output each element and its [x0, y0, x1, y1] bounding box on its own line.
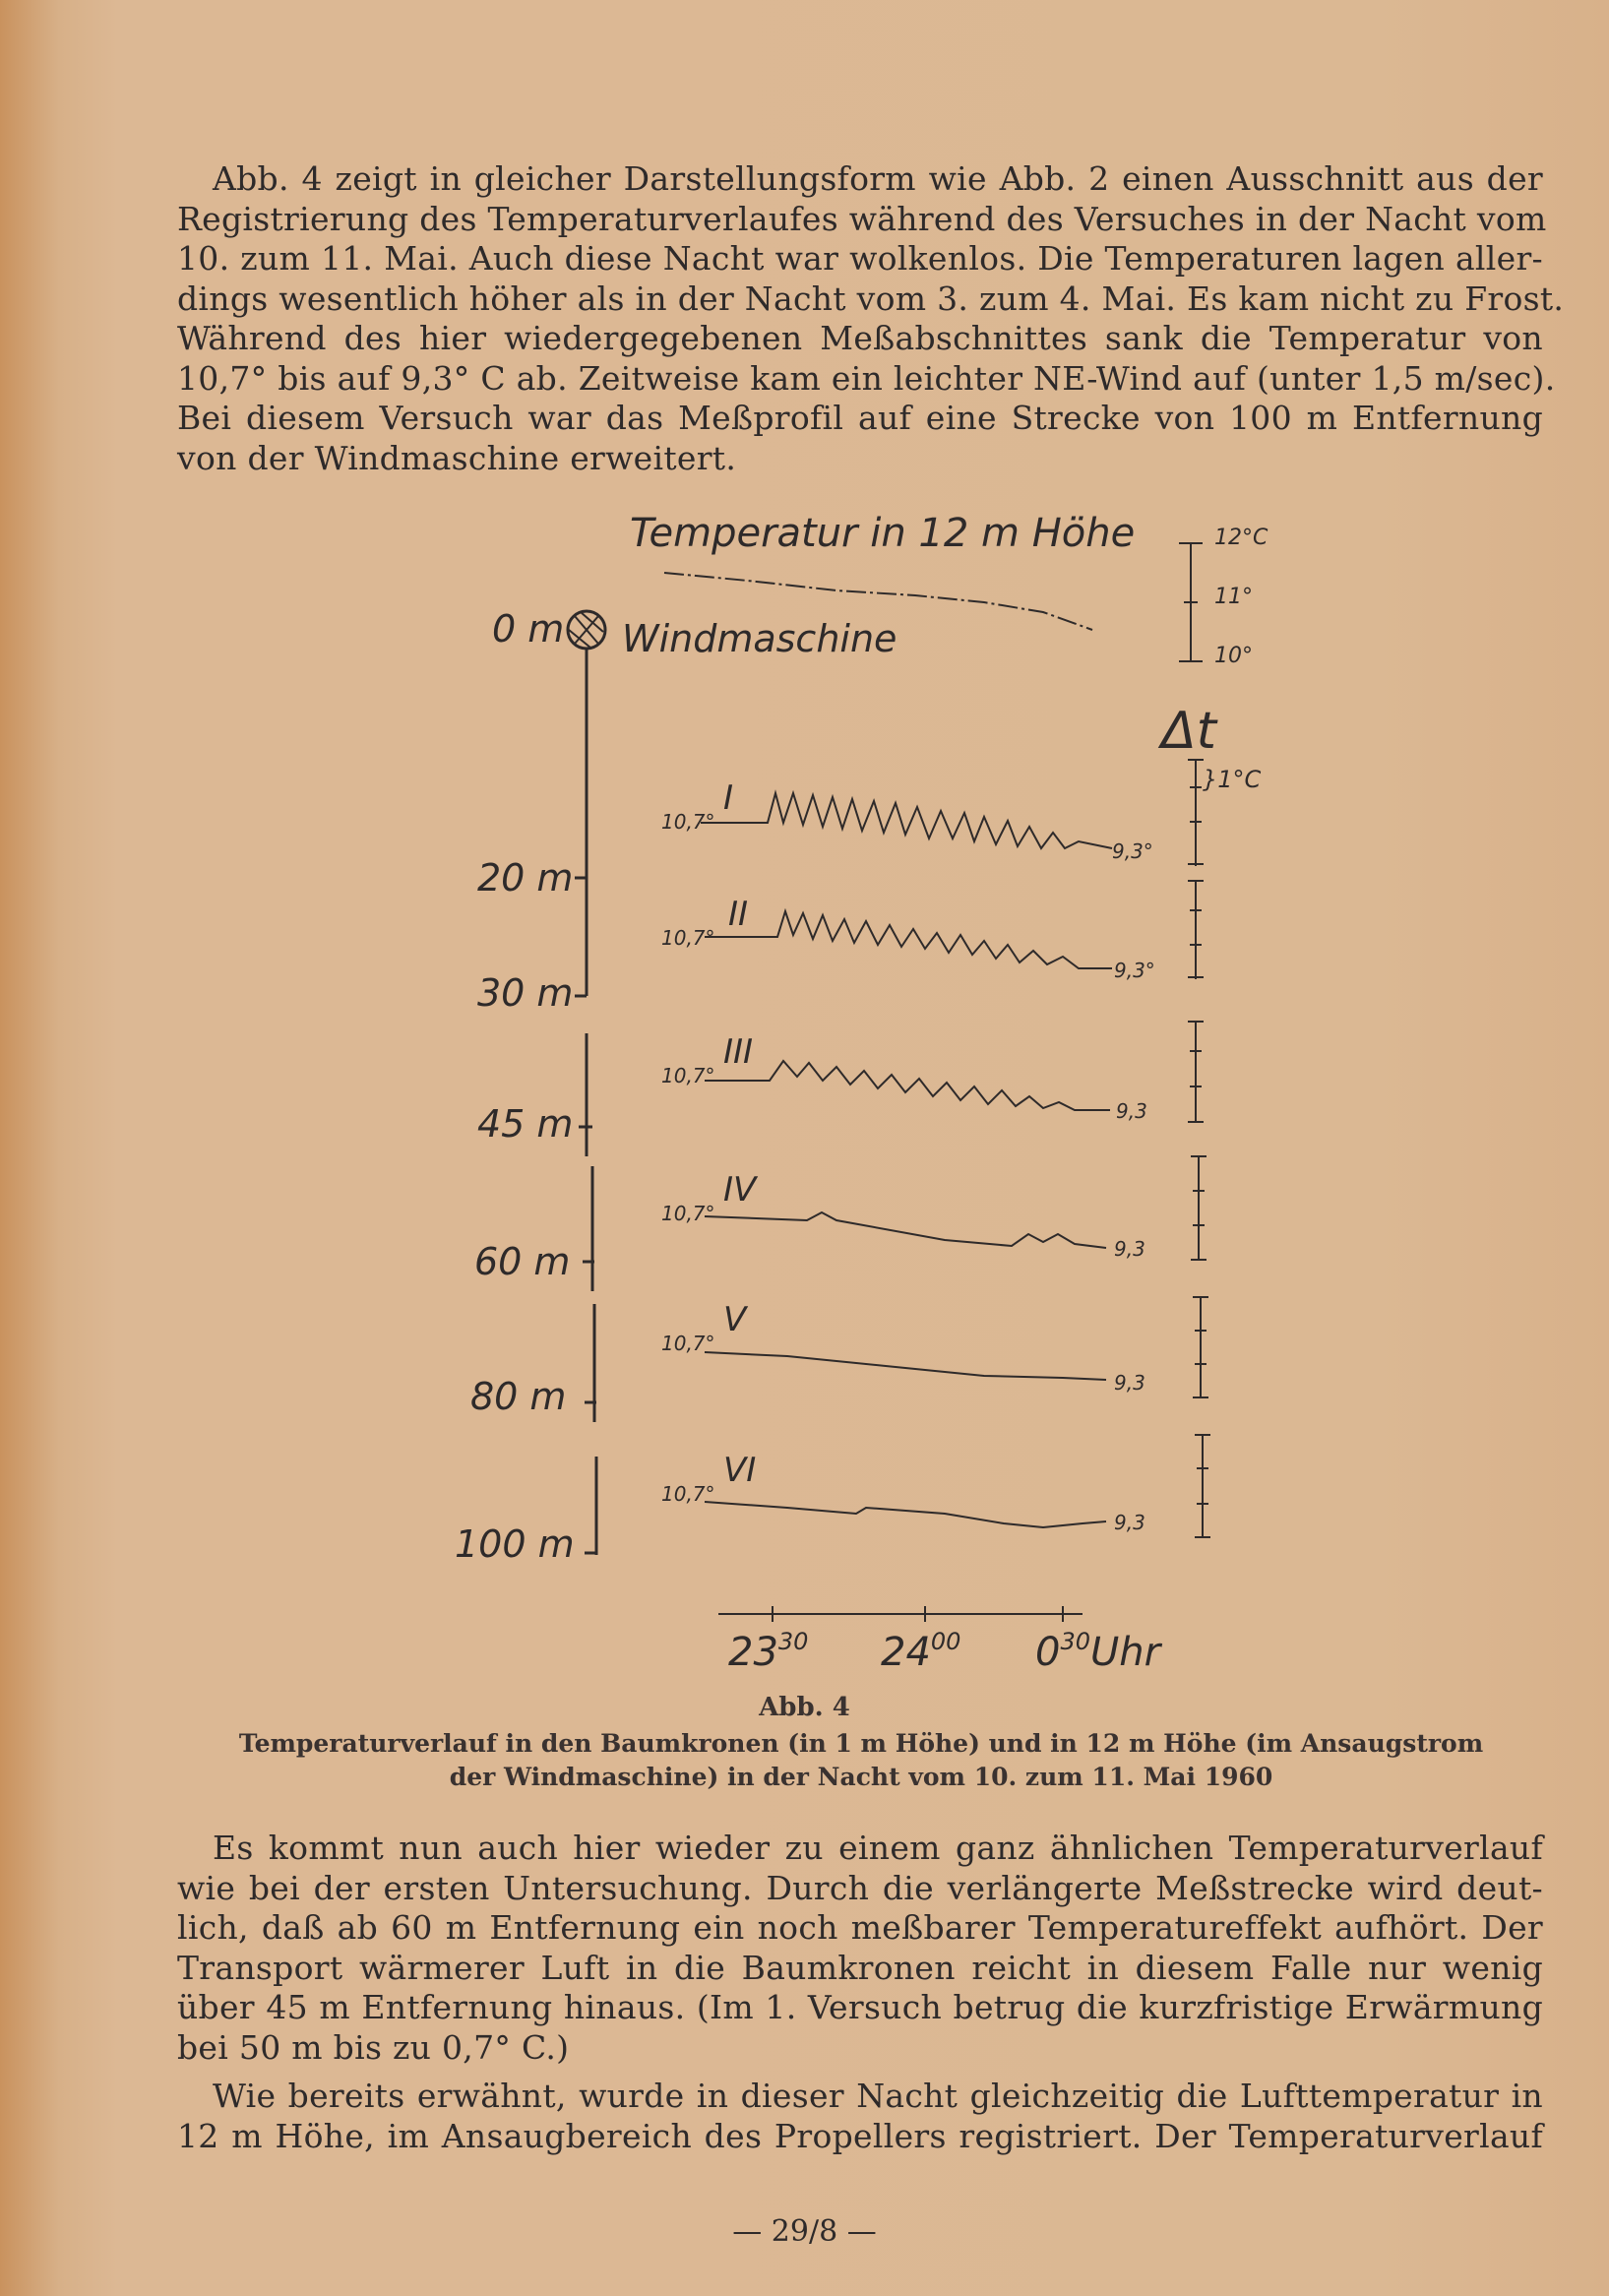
- paragraph-1-line: 10. zum 11. Mai. Auch diese Nacht war wolkenlos. Die Temperaturen lagen aller-: [177, 239, 1543, 278]
- row-start-temp: 10,7°: [661, 1332, 715, 1355]
- page-number: — 29/8 —: [732, 2214, 877, 2249]
- paragraph-1-line: von der Windmaschine erweitert.: [177, 438, 737, 477]
- paragraph-3: [177, 2077, 1543, 2156]
- paragraph-2-line: über 45 m Entfernung hinaus. (Im 1. Versuch betrug die kurzfristige Erwärmung: [177, 1988, 1543, 2026]
- windmaschine-icon: [568, 611, 605, 649]
- row-roman: II: [728, 895, 749, 934]
- paragraph-1-line: dings wesentlich höher als in der Nacht vom 3. zum 4. Mai. Es kam nicht zu Frost.: [177, 279, 1565, 318]
- row-trace: [705, 1061, 1110, 1110]
- paragraph-2-line: Es kommt nun auch hier wieder zu einem ganz ähnlichen Temperaturverlauf: [213, 1829, 1543, 1867]
- caption-line: der Windmaschine) in der Nacht vom 10. zum 11. Mai 1960: [449, 1763, 1273, 1791]
- row-end-temp: 9,3°: [1112, 839, 1153, 863]
- paragraph-3-line: Wie bereits erwähnt, wurde in dieser Nacht gleichzeitig die Lufttemperatur in: [213, 2077, 1543, 2115]
- row-trace: [705, 911, 1112, 968]
- row-end-temp: 9,3°: [1114, 959, 1155, 982]
- row-delta-bar: [1195, 1435, 1210, 1537]
- distance-label-30m: 30 m: [477, 971, 574, 1015]
- paragraph-1-line: Während des hier wiedergegebenen Meßabschnittes sank die Temperatur von: [177, 319, 1543, 357]
- row-delta-bar: [1188, 881, 1204, 979]
- distance-label-45m: 45 m: [477, 1102, 574, 1146]
- origin-label: 0 m: [492, 607, 565, 651]
- paragraph-1-line: Bei diesem Versuch war das Meßprofil auf eine Strecke von 100 m Entfernung: [177, 399, 1543, 437]
- row-roman: VI: [723, 1451, 757, 1490]
- row-end-temp: 9,3: [1114, 1237, 1145, 1261]
- row-start-temp: 10,7°: [661, 810, 715, 834]
- figure-number: Abb. 4: [759, 1693, 850, 1722]
- caption-line: Temperaturverlauf in den Baumkronen (in 1 m Höhe) und in 12 m Höhe (im Ansaugstrom: [238, 1729, 1484, 1758]
- row-end-temp: 9,3: [1114, 1511, 1145, 1534]
- scale-12m-label-11: 11°: [1214, 585, 1253, 609]
- row-delta-bar: [1191, 1156, 1207, 1260]
- distance-label-100m: 100 m: [455, 1522, 575, 1566]
- row-start-temp: 10,7°: [661, 1064, 715, 1087]
- delta-t-unit: }1°C: [1203, 766, 1262, 793]
- paragraph-2-line: lich, daß ab 60 m Entfernung ein noch meßbarer Temperatureffekt aufhört. Der: [177, 1908, 1543, 1947]
- paragraph-1-line: 10,7° bis auf 9,3° C ab. Zeitweise kam ein leichter NE-Wind auf (unter 1,5 m/sec).: [177, 358, 1556, 398]
- scale-12m-label-10: 10°: [1214, 644, 1253, 668]
- row-start-temp: 10,7°: [661, 1202, 715, 1225]
- row-roman: I: [723, 778, 734, 818]
- time-label-2330: $23^{30}$: [728, 1628, 809, 1675]
- paragraph-2-line: bei 50 m bis zu 0,7° C.): [177, 2027, 570, 2067]
- paragraph-2-line: Transport wärmerer Luft in die Baumkronen reicht in diesem Falle nur wenig: [177, 1948, 1543, 1987]
- row-delta-bar: [1193, 1297, 1208, 1397]
- time-axis: [718, 1606, 1083, 1622]
- distance-label-80m: 80 m: [470, 1375, 567, 1418]
- paragraph-1-line: Abb. 4 zeigt in gleicher Darstellungsform wie Abb. 2 einen Ausschnitt aus der: [213, 159, 1543, 198]
- row-trace: [701, 793, 1112, 848]
- paragraph-3-line: 12 m Höhe, im Ansaugbereich des Propellers registriert. Der Temperaturverlauf: [177, 2116, 1543, 2155]
- paragraph-2: [177, 1829, 1543, 2068]
- distance-label-20m: 20 m: [477, 856, 574, 900]
- row-delta-bar: [1188, 760, 1204, 866]
- row-roman: V: [723, 1300, 747, 1339]
- row-trace: [705, 1212, 1106, 1248]
- paragraph-2-line: wie bei der ersten Untersuchung. Durch die verlängerte Meßstrecke wird deut-: [177, 1868, 1543, 1907]
- row-I: [661, 760, 1204, 866]
- figure-caption: [157, 1727, 1565, 1794]
- row-trace: [705, 1502, 1106, 1527]
- row-end-temp: 9,3: [1116, 1099, 1147, 1123]
- row-start-temp: 10,7°: [661, 1482, 715, 1506]
- distance-axis: [575, 650, 596, 1555]
- windmaschine-label: Windmaschine: [622, 617, 897, 660]
- row-V: [661, 1297, 1208, 1397]
- row-III: [661, 1022, 1204, 1123]
- row-II: [661, 881, 1204, 982]
- time-label-0030: $0^{30}Uhr$: [1035, 1628, 1161, 1675]
- row-roman: IV: [723, 1170, 757, 1210]
- delta-t-label: Δt: [1161, 702, 1216, 761]
- paragraph-1-line: Registrierung des Temperaturverlaufes während des Versuches in der Nacht vom: [177, 199, 1547, 238]
- figure-title: Temperatur in 12 m Höhe: [630, 511, 1136, 556]
- row-roman: III: [723, 1032, 754, 1072]
- row-trace: [705, 1352, 1106, 1380]
- row-IV: [661, 1156, 1207, 1261]
- row-start-temp: 10,7°: [661, 926, 715, 950]
- scale-12m-label-12: 12°C: [1214, 526, 1269, 550]
- row-end-temp: 9,3: [1114, 1371, 1145, 1395]
- row-VI: [661, 1435, 1210, 1537]
- row-delta-bar: [1188, 1022, 1204, 1122]
- distance-label-60m: 60 m: [474, 1240, 571, 1283]
- time-label-2400: $24^{00}$: [881, 1628, 961, 1675]
